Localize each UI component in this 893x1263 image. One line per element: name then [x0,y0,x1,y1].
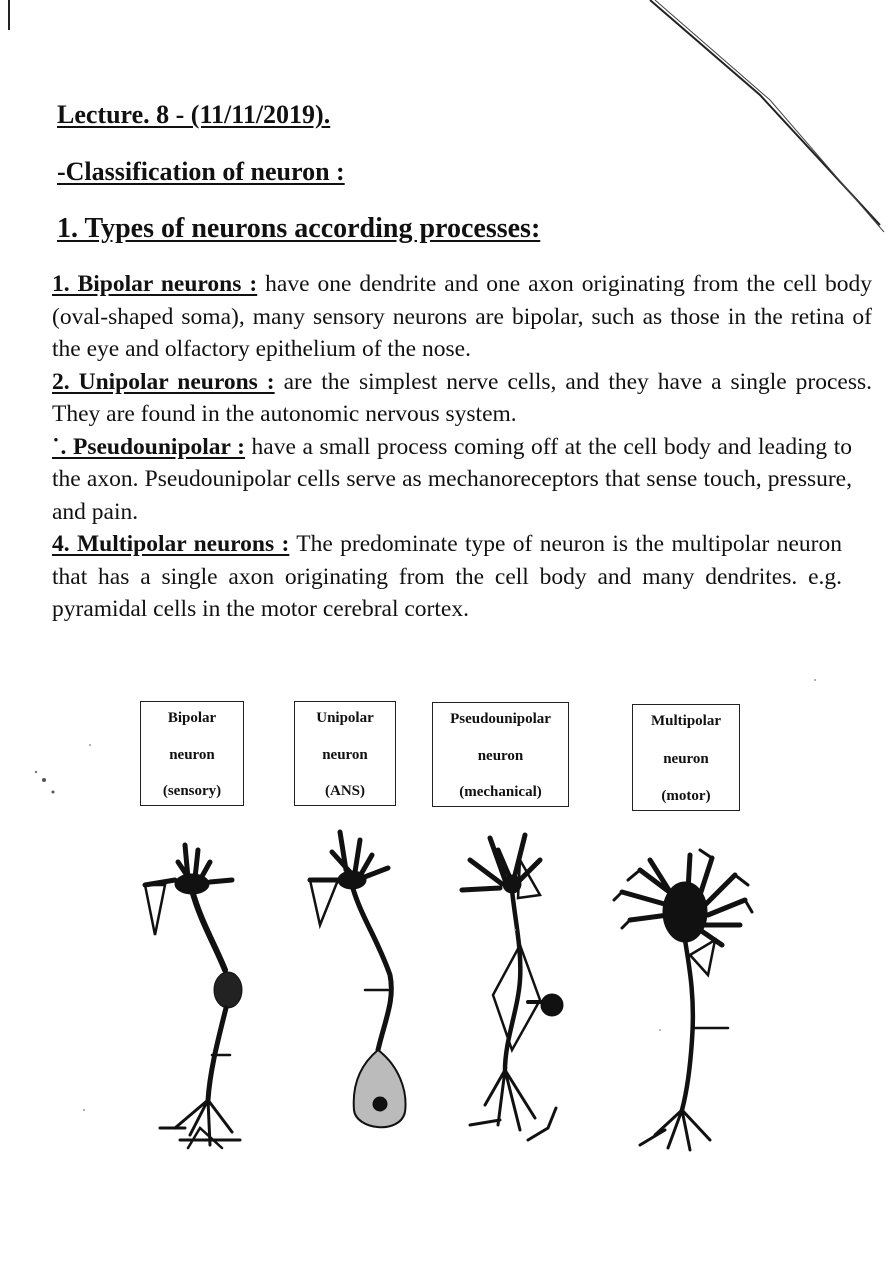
label-bipolar-line2: neuron [169,746,215,763]
label-bipolar-line1: Bipolar [167,710,217,726]
section-title: -Classification of neuron : [57,157,345,186]
text-pseudounipolar: have a small process coming off at the cell body and leading to the axon. Pseudounipolar cells serve as mechanoreceptors that sense touch, pressure, and pain. [52,433,852,525]
text-unipolar: are the simplest nerve cells, and they have a single process. They are found in the autonomic nervous system. [52,368,872,427]
text-multipolar: The predominate type of neuron is the multipolar neuron that has a single axon originating from the cell body and many dendrites. e.g. pyramidal cells in the motor cerebral cortex. [52,531,842,622]
term-pseudounipolar: ˙. Pseudounipolar : [52,433,245,460]
lecture-title: Lecture. 8 - (11/11/2019). [57,100,331,129]
label-unipolar-line1: Unipolar [316,710,374,726]
label-unipolar-line3: (ANS) [325,783,365,799]
term-unipolar: 2. Unipolar neurons : [52,368,275,395]
label-multipolar-line3: (motor) [661,788,711,804]
label-bipolar-line3: (sensory) [162,783,222,799]
subsection-title: 1. Types of neurons according processes: [57,213,541,244]
label-multipolar-line1: Multipolar [651,713,721,729]
label-pseudounipolar-line1: Pseudounipolar [450,711,551,727]
term-bipolar: 1. Bipolar neurons : [52,271,258,297]
label-pseudounipolar-line2: neuron [477,747,524,764]
term-multipolar: 4. Multipolar neurons : [52,531,290,557]
label-pseudounipolar-line3: (mechanical) [459,784,542,800]
text-bipolar: have one dendrite and one axon originating from the cell body (oval-shaped soma), many sensory neurons are bipolar, such as those in the retina of the eye and olfactory epithelium of the nose. [52,271,872,362]
label-unipolar-line2: neuron [322,746,368,763]
label-multipolar-line2: neuron [663,750,709,767]
